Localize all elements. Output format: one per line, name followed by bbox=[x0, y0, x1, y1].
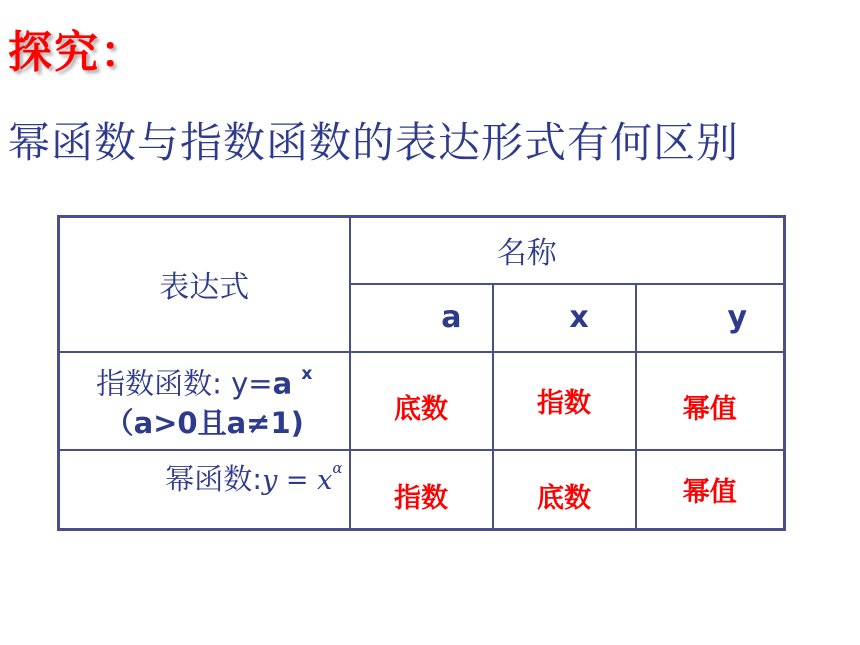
power-formula bbox=[262, 458, 343, 496]
power-lhs: y bbox=[262, 464, 278, 496]
exp-base: a bbox=[272, 366, 293, 401]
row2-x-role: 底数 bbox=[493, 450, 636, 530]
page-heading: 探究： bbox=[8, 27, 146, 78]
exp-prefix: 指数函数: y= bbox=[96, 366, 273, 401]
exp-condition: （a>0且a≠1) bbox=[104, 406, 304, 441]
row1-x-role: 指数 bbox=[493, 352, 636, 450]
var-y: y bbox=[636, 284, 785, 352]
power-base: x bbox=[317, 464, 333, 496]
row1-y-role: 幂值 bbox=[636, 352, 785, 450]
exp-exponent: x bbox=[301, 363, 313, 384]
row1-a-role: 底数 bbox=[350, 352, 493, 450]
comparison-table bbox=[57, 215, 786, 531]
header-name: 名称 bbox=[350, 217, 785, 284]
row2-a-role: 指数 bbox=[350, 450, 493, 530]
header-expression: 表达式 bbox=[59, 217, 350, 352]
power-function-expression bbox=[59, 450, 350, 530]
power-eq: = bbox=[277, 464, 318, 496]
power-prefix: 幂函数: bbox=[165, 461, 263, 496]
exponential-formula bbox=[60, 358, 349, 404]
row2-y-role: 幂值 bbox=[636, 450, 785, 530]
power-exponent: α bbox=[332, 458, 343, 477]
exponential-function-expression bbox=[59, 352, 350, 450]
page-subtitle: 幂函数与指数函数的表达形式有何区别 bbox=[8, 118, 740, 167]
var-x: x bbox=[493, 284, 636, 352]
var-a: a bbox=[350, 284, 493, 352]
